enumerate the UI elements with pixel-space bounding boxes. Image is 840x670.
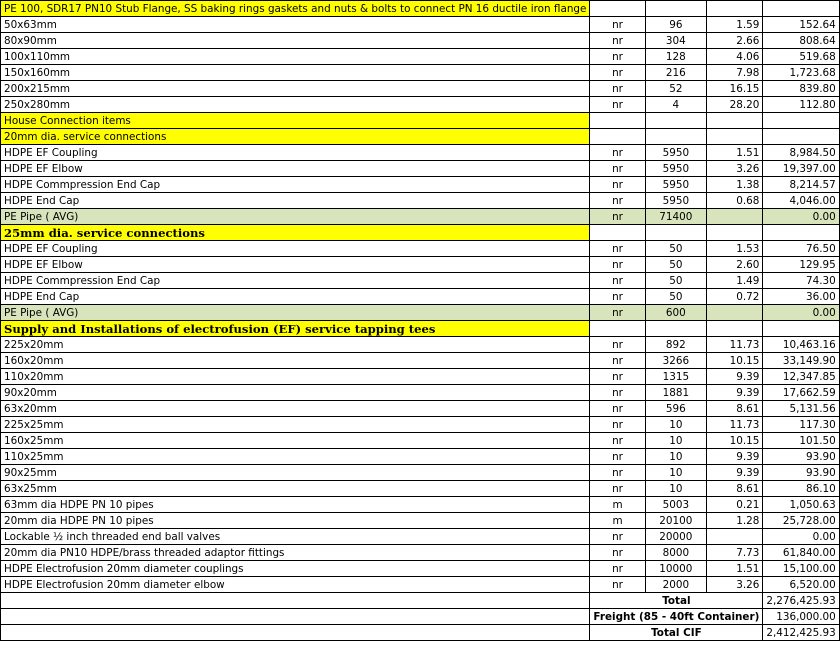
- quantity-cell[interactable]: 8000: [645, 545, 706, 561]
- quantity-cell[interactable]: [645, 113, 706, 129]
- amount-cell[interactable]: 25,728.00: [763, 513, 839, 529]
- description-cell[interactable]: 20mm dia PN10 HDPE/brass threaded adaptor fittings: [1, 545, 590, 561]
- description-cell[interactable]: HDPE End Cap: [1, 289, 590, 305]
- rate-cell[interactable]: [707, 209, 763, 225]
- rate-cell[interactable]: 7.73: [707, 545, 763, 561]
- description-cell[interactable]: 100x110mm: [1, 49, 590, 65]
- amount-cell[interactable]: 36.00: [763, 289, 839, 305]
- blank-cell: [1, 593, 590, 609]
- description-cell[interactable]: 160x20mm: [1, 353, 590, 369]
- quantity-cell[interactable]: 128: [645, 49, 706, 65]
- unit-cell[interactable]: nr: [590, 289, 645, 305]
- amount-cell[interactable]: 76.50: [763, 241, 839, 257]
- unit-cell[interactable]: nr: [590, 81, 645, 97]
- description-cell[interactable]: HDPE Commpression End Cap: [1, 177, 590, 193]
- amount-cell[interactable]: 519.68: [763, 49, 839, 65]
- quantity-cell[interactable]: 5950: [645, 145, 706, 161]
- table-row: [1, 241, 840, 257]
- totals-row: [1, 609, 840, 625]
- amount-cell[interactable]: [763, 113, 839, 129]
- unit-cell[interactable]: nr: [590, 449, 645, 465]
- unit-cell[interactable]: nr: [590, 401, 645, 417]
- rate-cell[interactable]: 1.28: [707, 513, 763, 529]
- description-cell[interactable]: HDPE Commpression End Cap: [1, 273, 590, 289]
- amount-cell[interactable]: 8,984.50: [763, 145, 839, 161]
- quantity-cell[interactable]: 50: [645, 289, 706, 305]
- description-cell[interactable]: 50x63mm: [1, 17, 590, 33]
- unit-cell[interactable]: nr: [590, 353, 645, 369]
- description-cell[interactable]: Lockable ½ inch threaded end ball valves: [1, 529, 590, 545]
- unit-cell[interactable]: nr: [590, 433, 645, 449]
- table-row: [1, 289, 840, 305]
- amount-cell[interactable]: 86.10: [763, 481, 839, 497]
- quantity-cell[interactable]: 5950: [645, 177, 706, 193]
- table-row: [1, 177, 840, 193]
- quantity-cell[interactable]: 50: [645, 257, 706, 273]
- table-row: [1, 577, 840, 593]
- quantity-cell[interactable]: 1881: [645, 385, 706, 401]
- unit-cell[interactable]: nr: [590, 241, 645, 257]
- total-value[interactable]: 136,000.00: [763, 609, 839, 625]
- amount-cell[interactable]: 0.00: [763, 209, 839, 225]
- unit-cell[interactable]: nr: [590, 369, 645, 385]
- description-cell[interactable]: 110x20mm: [1, 369, 590, 385]
- rate-cell[interactable]: [707, 305, 763, 321]
- description-cell[interactable]: HDPE EF Elbow: [1, 161, 590, 177]
- rate-cell[interactable]: 1.51: [707, 145, 763, 161]
- unit-cell[interactable]: nr: [590, 161, 645, 177]
- rate-cell[interactable]: 2.66: [707, 33, 763, 49]
- table-row: [1, 385, 840, 401]
- quantity-cell[interactable]: 1315: [645, 369, 706, 385]
- rate-cell[interactable]: 7.98: [707, 65, 763, 81]
- amount-cell[interactable]: 93.90: [763, 465, 839, 481]
- amount-cell[interactable]: [763, 129, 839, 145]
- description-cell[interactable]: 90x20mm: [1, 385, 590, 401]
- amount-cell[interactable]: 112.80: [763, 97, 839, 113]
- unit-cell[interactable]: nr: [590, 529, 645, 545]
- table-row: [1, 401, 840, 417]
- amount-cell[interactable]: 1,723.68: [763, 65, 839, 81]
- description-cell[interactable]: 20mm dia. service connections: [1, 129, 590, 145]
- unit-cell[interactable]: nr: [590, 465, 645, 481]
- quantity-cell[interactable]: 10: [645, 481, 706, 497]
- description-cell[interactable]: Supply and Installations of electrofusion (EF) service tapping tees: [1, 321, 590, 337]
- unit-cell[interactable]: nr: [590, 257, 645, 273]
- unit-cell[interactable]: [590, 321, 645, 337]
- quantity-cell[interactable]: 20100: [645, 513, 706, 529]
- sheet-body: [1, 1, 840, 641]
- quantity-cell[interactable]: 50: [645, 241, 706, 257]
- rate-cell[interactable]: 10.15: [707, 353, 763, 369]
- total-label[interactable]: Freight (85 - 40ft Container): [590, 609, 763, 625]
- amount-cell[interactable]: 129.95: [763, 257, 839, 273]
- description-cell[interactable]: PE Pipe ( AVG): [1, 209, 590, 225]
- rate-cell[interactable]: 3.26: [707, 577, 763, 593]
- quantity-cell[interactable]: 71400: [645, 209, 706, 225]
- description-cell[interactable]: HDPE EF Elbow: [1, 257, 590, 273]
- description-cell[interactable]: HDPE EF Coupling: [1, 145, 590, 161]
- amount-cell[interactable]: 5,131.56: [763, 401, 839, 417]
- table-row: [1, 513, 840, 529]
- description-cell[interactable]: 20mm dia HDPE PN 10 pipes: [1, 513, 590, 529]
- quantity-cell[interactable]: 596: [645, 401, 706, 417]
- amount-cell[interactable]: 808.64: [763, 33, 839, 49]
- unit-cell[interactable]: nr: [590, 193, 645, 209]
- table-row: [1, 321, 840, 337]
- unit-cell[interactable]: nr: [590, 209, 645, 225]
- amount-cell[interactable]: 101.50: [763, 433, 839, 449]
- unit-cell[interactable]: nr: [590, 97, 645, 113]
- description-cell[interactable]: 63x25mm: [1, 481, 590, 497]
- unit-cell[interactable]: m: [590, 497, 645, 513]
- description-cell[interactable]: PE Pipe ( AVG): [1, 305, 590, 321]
- table-row: [1, 209, 840, 225]
- unit-cell[interactable]: nr: [590, 545, 645, 561]
- rate-cell[interactable]: [707, 129, 763, 145]
- table-row: [1, 49, 840, 65]
- table-row: [1, 433, 840, 449]
- quantity-cell[interactable]: 10: [645, 465, 706, 481]
- rate-cell[interactable]: [707, 1, 763, 17]
- quantity-cell[interactable]: 3266: [645, 353, 706, 369]
- amount-cell[interactable]: [763, 321, 839, 337]
- description-cell[interactable]: 90x25mm: [1, 465, 590, 481]
- quantity-cell[interactable]: [645, 225, 706, 241]
- rate-cell[interactable]: 1.51: [707, 561, 763, 577]
- table-row: [1, 225, 840, 241]
- quantity-cell[interactable]: 2000: [645, 577, 706, 593]
- unit-cell[interactable]: nr: [590, 177, 645, 193]
- amount-cell[interactable]: 17,662.59: [763, 385, 839, 401]
- quantity-cell[interactable]: [645, 321, 706, 337]
- rate-cell[interactable]: 9.39: [707, 449, 763, 465]
- table-row: [1, 97, 840, 113]
- rate-cell[interactable]: 1.38: [707, 177, 763, 193]
- quantity-cell[interactable]: 304: [645, 33, 706, 49]
- description-cell[interactable]: PE 100, SDR17 PN10 Stub Flange, SS baking rings gaskets and nuts & bolts to connect PN 16 ductile iron flange: [1, 1, 590, 17]
- quantity-cell[interactable]: 5950: [645, 193, 706, 209]
- rate-cell[interactable]: [707, 225, 763, 241]
- amount-cell[interactable]: [763, 225, 839, 241]
- description-cell[interactable]: 80x90mm: [1, 33, 590, 49]
- table-row: [1, 17, 840, 33]
- rate-cell[interactable]: 0.68: [707, 193, 763, 209]
- unit-cell[interactable]: nr: [590, 577, 645, 593]
- description-cell[interactable]: House Connection items: [1, 113, 590, 129]
- amount-cell[interactable]: 61,840.00: [763, 545, 839, 561]
- quantity-cell[interactable]: 52: [645, 81, 706, 97]
- description-cell[interactable]: HDPE End Cap: [1, 193, 590, 209]
- quantity-cell[interactable]: [645, 129, 706, 145]
- description-cell[interactable]: 25mm dia. service connections: [1, 225, 590, 241]
- amount-cell[interactable]: 19,397.00: [763, 161, 839, 177]
- description-cell[interactable]: HDPE Electrofusion 20mm diameter couplings: [1, 561, 590, 577]
- unit-cell[interactable]: nr: [590, 481, 645, 497]
- total-value[interactable]: 2,412,425.93: [763, 625, 839, 641]
- description-cell[interactable]: HDPE EF Coupling: [1, 241, 590, 257]
- amount-cell[interactable]: [763, 1, 839, 17]
- table-row: [1, 161, 840, 177]
- amount-cell[interactable]: 4,046.00: [763, 193, 839, 209]
- unit-cell[interactable]: nr: [590, 145, 645, 161]
- table-row: [1, 497, 840, 513]
- rate-cell[interactable]: 2.60: [707, 257, 763, 273]
- amount-cell[interactable]: 0.00: [763, 305, 839, 321]
- totals-row: [1, 593, 840, 609]
- rate-cell[interactable]: 16.15: [707, 81, 763, 97]
- unit-cell[interactable]: nr: [590, 337, 645, 353]
- amount-cell[interactable]: 74.30: [763, 273, 839, 289]
- table-row: [1, 33, 840, 49]
- quantity-cell[interactable]: 600: [645, 305, 706, 321]
- quantity-cell[interactable]: 96: [645, 17, 706, 33]
- unit-cell[interactable]: nr: [590, 65, 645, 81]
- table-row: [1, 145, 840, 161]
- rate-cell[interactable]: 0.72: [707, 289, 763, 305]
- description-cell[interactable]: 250x280mm: [1, 97, 590, 113]
- table-row: [1, 529, 840, 545]
- quantity-cell[interactable]: 50: [645, 273, 706, 289]
- table-row: [1, 369, 840, 385]
- unit-cell[interactable]: nr: [590, 49, 645, 65]
- description-cell[interactable]: 63mm dia HDPE PN 10 pipes: [1, 497, 590, 513]
- unit-cell[interactable]: nr: [590, 417, 645, 433]
- rate-cell[interactable]: 3.26: [707, 161, 763, 177]
- quantity-cell[interactable]: 10: [645, 417, 706, 433]
- amount-cell[interactable]: 8,214.57: [763, 177, 839, 193]
- table-row: [1, 273, 840, 289]
- table-row: [1, 1, 840, 17]
- quantity-cell[interactable]: 892: [645, 337, 706, 353]
- amount-cell[interactable]: 839.80: [763, 81, 839, 97]
- table-row: [1, 561, 840, 577]
- unit-cell[interactable]: nr: [590, 33, 645, 49]
- unit-cell[interactable]: nr: [590, 17, 645, 33]
- rate-cell[interactable]: 28.20: [707, 97, 763, 113]
- description-cell[interactable]: 225x20mm: [1, 337, 590, 353]
- rate-cell[interactable]: [707, 529, 763, 545]
- table-row: [1, 545, 840, 561]
- unit-cell[interactable]: [590, 129, 645, 145]
- rate-cell[interactable]: 1.59: [707, 17, 763, 33]
- table-row: [1, 481, 840, 497]
- total-value[interactable]: 2,276,425.93: [763, 593, 839, 609]
- unit-cell[interactable]: [590, 225, 645, 241]
- quantity-cell[interactable]: 5003: [645, 497, 706, 513]
- rate-cell[interactable]: 1.53: [707, 241, 763, 257]
- table-row: [1, 417, 840, 433]
- table-row: [1, 257, 840, 273]
- table-row: [1, 465, 840, 481]
- amount-cell[interactable]: 152.64: [763, 17, 839, 33]
- quantity-cell[interactable]: [645, 1, 706, 17]
- table-row: [1, 81, 840, 97]
- description-cell[interactable]: 110x25mm: [1, 449, 590, 465]
- description-cell[interactable]: 225x25mm: [1, 417, 590, 433]
- rate-cell[interactable]: [707, 113, 763, 129]
- table-row: [1, 449, 840, 465]
- amount-cell[interactable]: 117.30: [763, 417, 839, 433]
- total-label[interactable]: Total: [590, 593, 763, 609]
- rate-cell[interactable]: [707, 321, 763, 337]
- amount-cell[interactable]: 15,100.00: [763, 561, 839, 577]
- amount-cell[interactable]: 0.00: [763, 529, 839, 545]
- unit-cell[interactable]: [590, 1, 645, 17]
- unit-cell[interactable]: nr: [590, 273, 645, 289]
- rate-cell[interactable]: 9.39: [707, 465, 763, 481]
- description-cell[interactable]: 150x160mm: [1, 65, 590, 81]
- unit-cell[interactable]: nr: [590, 305, 645, 321]
- quantity-cell[interactable]: 4: [645, 97, 706, 113]
- quantity-cell[interactable]: 5950: [645, 161, 706, 177]
- amount-cell[interactable]: 33,149.90: [763, 353, 839, 369]
- rate-cell[interactable]: 11.73: [707, 337, 763, 353]
- amount-cell[interactable]: 1,050.63: [763, 497, 839, 513]
- totals-row: [1, 625, 840, 641]
- total-label[interactable]: Total CIF: [590, 625, 763, 641]
- table-row: [1, 193, 840, 209]
- unit-cell[interactable]: nr: [590, 385, 645, 401]
- quantity-cell[interactable]: 216: [645, 65, 706, 81]
- table-row: [1, 113, 840, 129]
- table-row: [1, 353, 840, 369]
- quantity-cell[interactable]: 10000: [645, 561, 706, 577]
- description-cell[interactable]: HDPE Electrofusion 20mm diameter elbow: [1, 577, 590, 593]
- amount-cell[interactable]: 12,347.85: [763, 369, 839, 385]
- amount-cell[interactable]: 6,520.00: [763, 577, 839, 593]
- quantity-cell[interactable]: 10: [645, 433, 706, 449]
- rate-cell[interactable]: 9.39: [707, 369, 763, 385]
- description-cell[interactable]: 160x25mm: [1, 433, 590, 449]
- description-cell[interactable]: 200x215mm: [1, 81, 590, 97]
- rate-cell[interactable]: 4.06: [707, 49, 763, 65]
- rate-cell[interactable]: 9.39: [707, 385, 763, 401]
- rate-cell[interactable]: 8.61: [707, 401, 763, 417]
- description-cell[interactable]: 63x20mm: [1, 401, 590, 417]
- quantity-cell[interactable]: 10: [645, 449, 706, 465]
- rate-cell[interactable]: 10.15: [707, 433, 763, 449]
- table-row: [1, 65, 840, 81]
- amount-cell[interactable]: 93.90: [763, 449, 839, 465]
- rate-cell[interactable]: 0.21: [707, 497, 763, 513]
- unit-cell[interactable]: [590, 113, 645, 129]
- quantity-cell[interactable]: 20000: [645, 529, 706, 545]
- rate-cell[interactable]: 11.73: [707, 417, 763, 433]
- table-row: [1, 337, 840, 353]
- blank-cell: [1, 625, 590, 641]
- rate-cell[interactable]: 1.49: [707, 273, 763, 289]
- blank-cell: [1, 609, 590, 625]
- unit-cell[interactable]: nr: [590, 561, 645, 577]
- amount-cell[interactable]: 10,463.16: [763, 337, 839, 353]
- table-row: [1, 129, 840, 145]
- table-row: [1, 305, 840, 321]
- rate-cell[interactable]: 8.61: [707, 481, 763, 497]
- unit-cell[interactable]: m: [590, 513, 645, 529]
